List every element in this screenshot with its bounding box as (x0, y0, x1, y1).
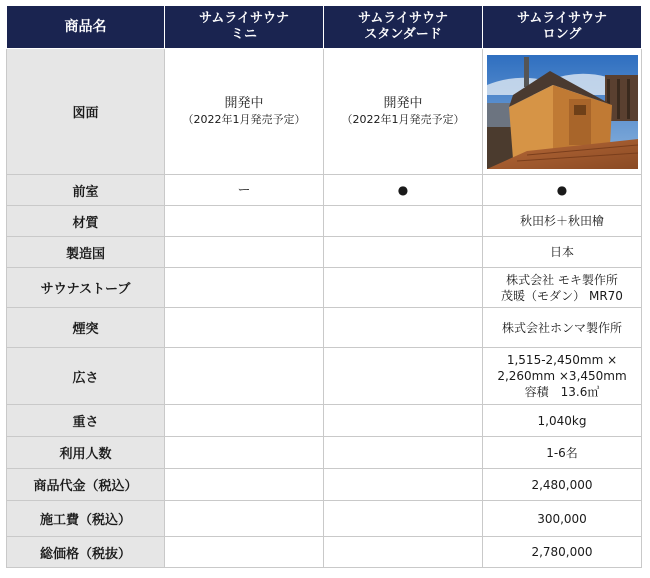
row-label-material: 材質 (7, 206, 165, 237)
cell-anteroom-standard (324, 175, 483, 206)
mini-status: 開発中 (224, 95, 264, 111)
product-comparison-table (6, 5, 642, 568)
cell-total-mini (165, 537, 324, 568)
header-standard (324, 6, 483, 49)
row-total (7, 537, 642, 568)
cell-weight-long: 1,040kg (483, 405, 642, 437)
row-anteroom (7, 175, 642, 206)
cell-price-long: 2,480,000 (483, 469, 642, 501)
header-standard-line2: スタンダード (364, 27, 442, 42)
cell-stove-long (483, 268, 642, 308)
header-mini-line1: サムライサウナ (199, 11, 289, 26)
row-material (7, 206, 642, 237)
size-line1: 1,515-2,450mm × (506, 353, 618, 367)
header-row (7, 6, 642, 49)
row-label-drawing: 図面 (7, 49, 165, 175)
cell-stove-standard (324, 268, 483, 308)
header-mini-line2: ミニ (230, 27, 257, 42)
row-label-chimney: 煙突 (7, 308, 165, 348)
row-capacity (7, 437, 642, 469)
cell-drawing-mini (165, 49, 324, 175)
cell-size-mini (165, 348, 324, 405)
row-country (7, 237, 642, 268)
standard-status: 開発中 (383, 95, 423, 111)
cell-material-mini (165, 206, 324, 237)
header-long-line2: ロング (542, 27, 582, 42)
row-drawing (7, 49, 642, 175)
header-mini (165, 6, 324, 49)
row-label-anteroom: 前室 (7, 175, 165, 206)
cell-drawing-long (483, 49, 642, 175)
cell-weight-standard (324, 405, 483, 437)
row-label-install: 施工費（税込） (7, 501, 165, 537)
size-line2: 2,260mm ×3,450mm (497, 369, 627, 383)
cell-install-standard (324, 501, 483, 537)
cell-capacity-long: 1-6名 (483, 437, 642, 469)
header-long-line1: サムライサウナ (517, 11, 607, 26)
cell-chimney-standard (324, 308, 483, 348)
row-chimney (7, 308, 642, 348)
cell-total-long: 2,780,000 (483, 537, 642, 568)
cell-size-long (483, 348, 642, 405)
anteroom-long-value: ● (556, 183, 568, 197)
cell-country-standard (324, 237, 483, 268)
cell-size-standard (324, 348, 483, 405)
cell-price-standard (324, 469, 483, 501)
row-label-stove: サウナストーブ (7, 268, 165, 308)
cell-install-mini (165, 501, 324, 537)
cell-capacity-mini (165, 437, 324, 469)
standard-release-note: （2022年1月発売予定） (341, 112, 465, 126)
cell-weight-mini (165, 405, 324, 437)
row-label-country: 製造国 (7, 237, 165, 268)
cell-country-mini (165, 237, 324, 268)
anteroom-standard-value: ● (397, 183, 409, 197)
cell-install-long: 300,000 (483, 501, 642, 537)
comparison-table-wrapper (6, 5, 642, 568)
header-product-name: 商品名 (7, 6, 165, 49)
header-long (483, 6, 642, 49)
cell-price-mini (165, 469, 324, 501)
cell-anteroom-mini (165, 175, 324, 206)
row-label-size: 広さ (7, 348, 165, 405)
sauna-cabin-photo (487, 55, 638, 169)
anteroom-mini-value: ー (237, 182, 251, 198)
row-label-price: 商品代金（税込） (7, 469, 165, 501)
row-stove (7, 268, 642, 308)
row-label-capacity: 利用人数 (7, 437, 165, 469)
stove-maker: 株式会社 モキ製作所 (506, 272, 618, 287)
header-standard-line1: サムライサウナ (358, 11, 448, 26)
cell-material-long: 秋田杉＋秋田檜 (483, 206, 642, 237)
cell-total-standard (324, 537, 483, 568)
row-weight (7, 405, 642, 437)
cell-stove-mini (165, 268, 324, 308)
mini-release-note: （2022年1月発売予定） (182, 112, 306, 126)
row-label-total: 総価格（税抜） (7, 537, 165, 568)
row-install (7, 501, 642, 537)
row-size (7, 348, 642, 405)
cell-material-standard (324, 206, 483, 237)
cell-anteroom-long (483, 175, 642, 206)
row-label-weight: 重さ (7, 405, 165, 437)
cell-chimney-long: 株式会社ホンマ製作所 (483, 308, 642, 348)
cell-drawing-standard (324, 49, 483, 175)
cell-country-long: 日本 (483, 237, 642, 268)
size-volume: 容積 13.6㎥ (524, 385, 600, 399)
cell-capacity-standard (324, 437, 483, 469)
row-price (7, 469, 642, 501)
cell-chimney-mini (165, 308, 324, 348)
stove-model: 茂暖（モダン） MR70 (501, 288, 623, 303)
